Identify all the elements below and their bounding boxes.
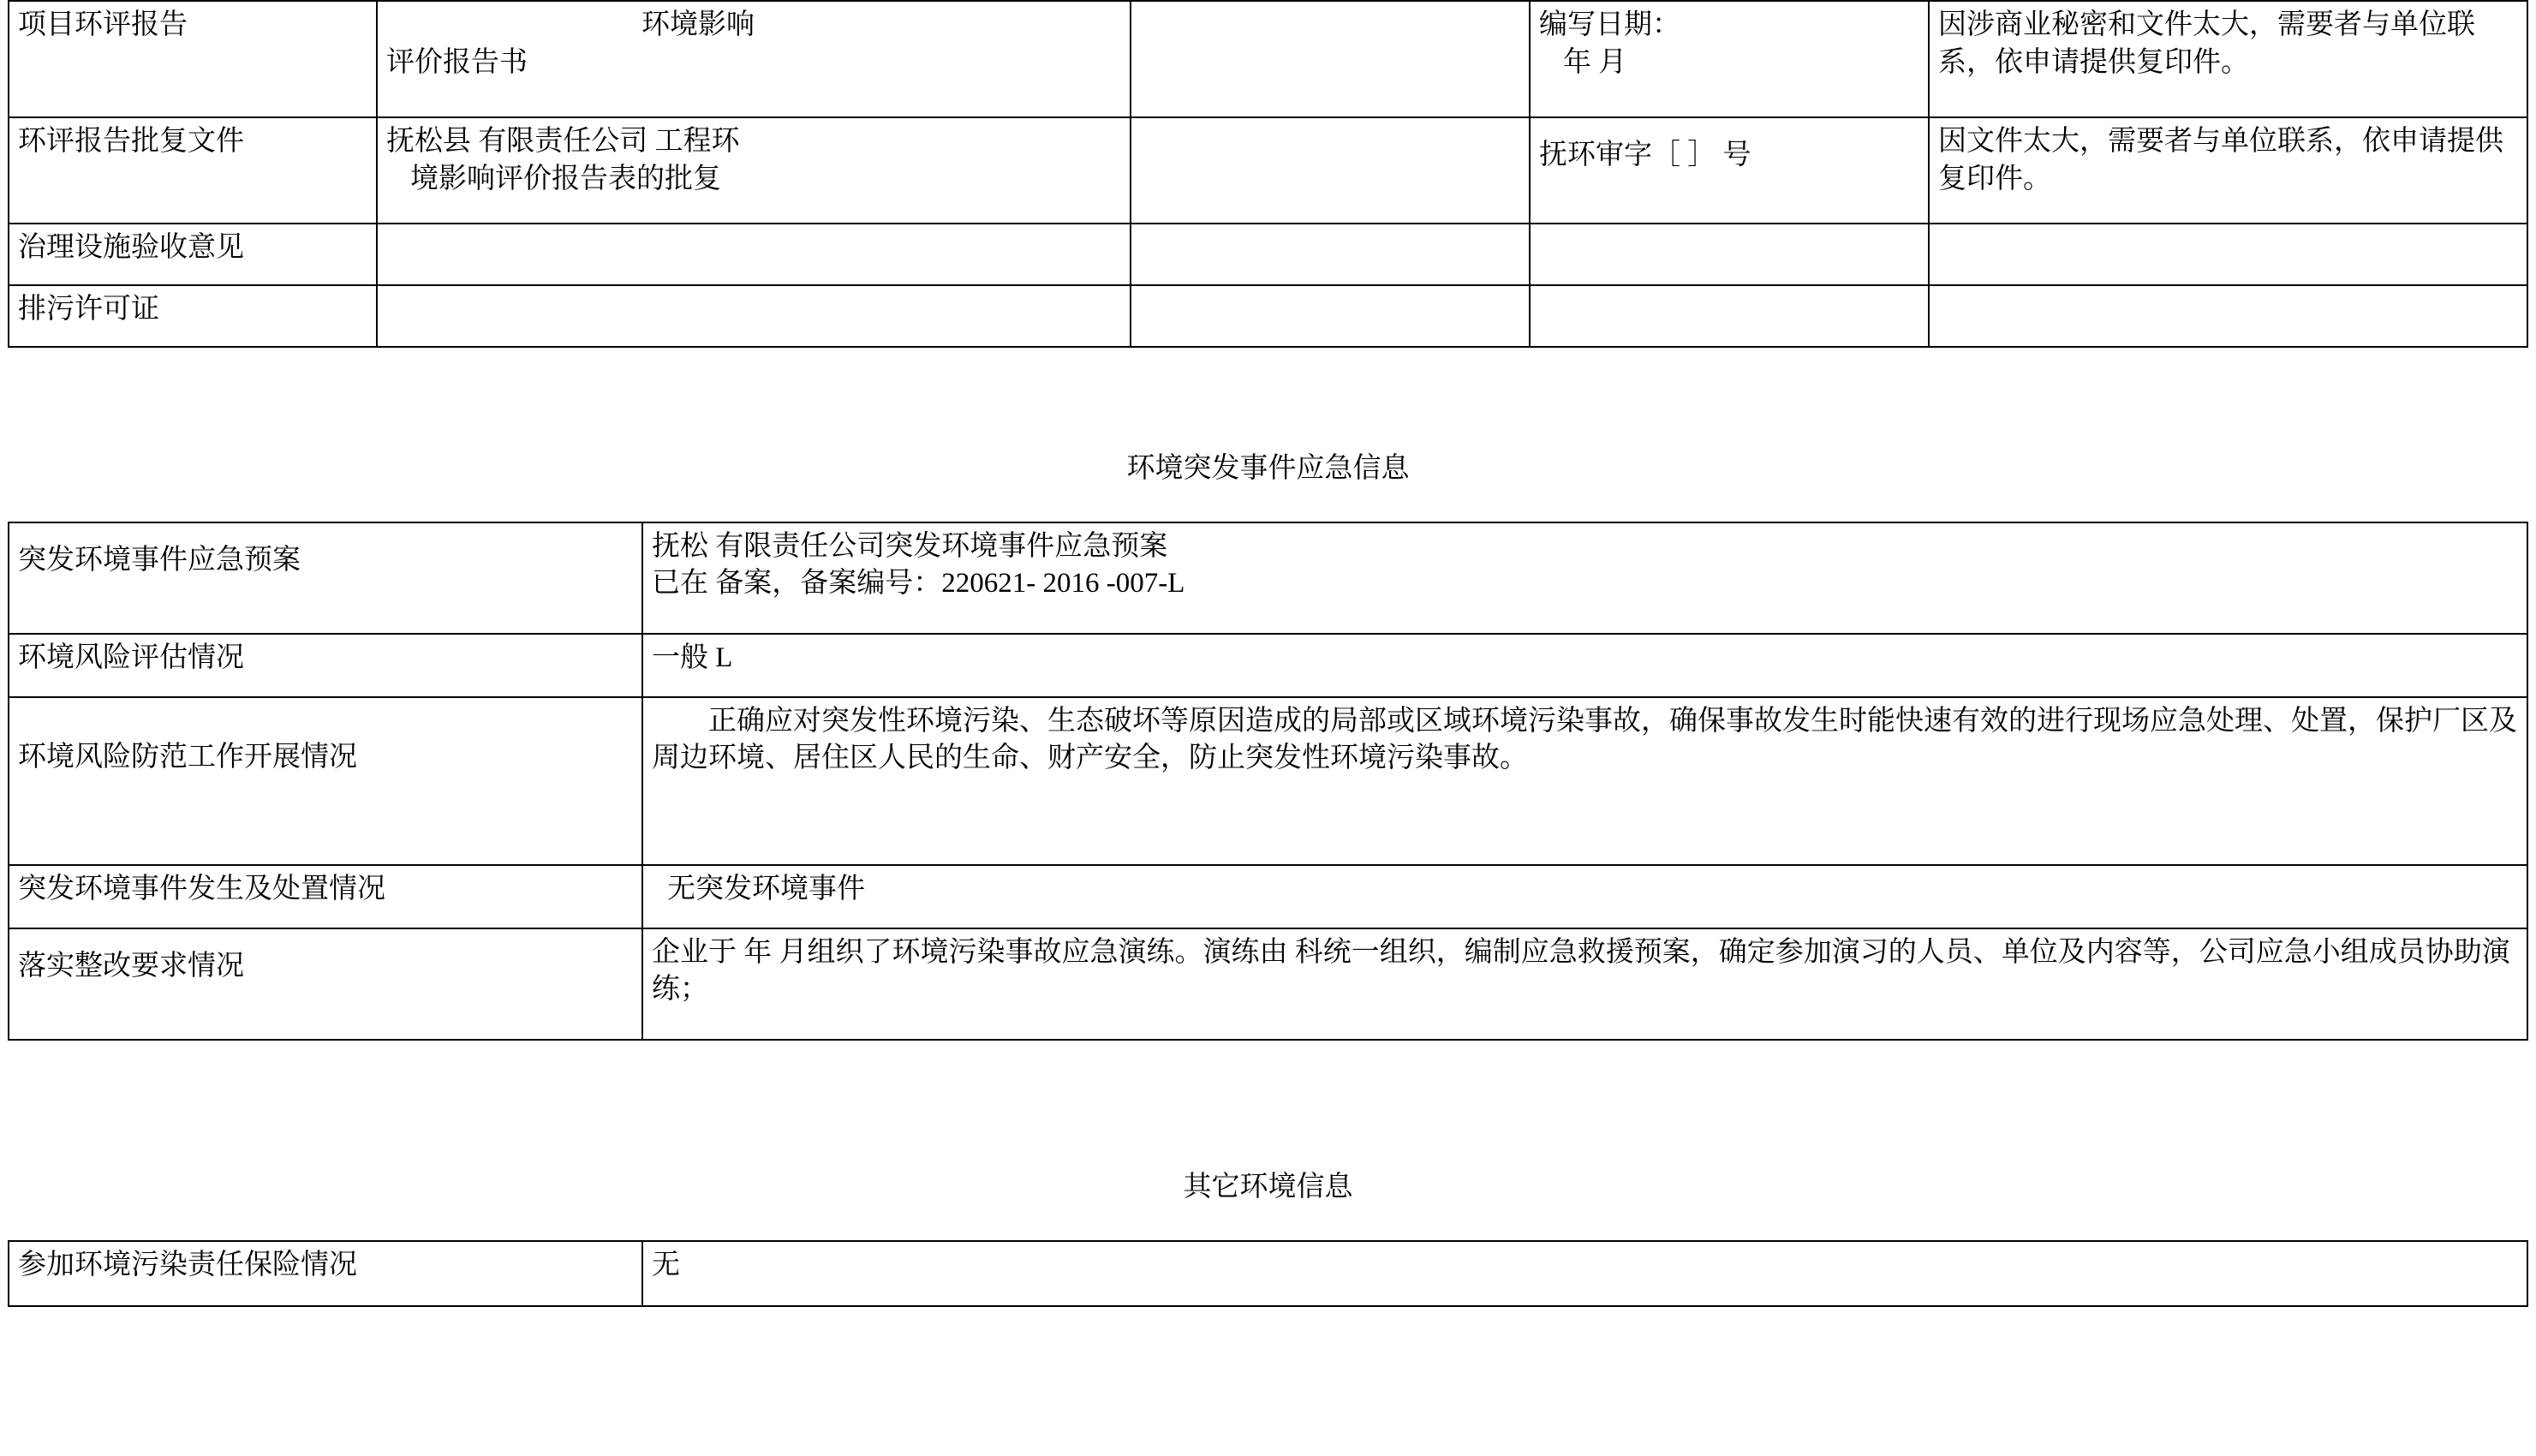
table-row: [9, 928, 2527, 1040]
other-info-table: [8, 1240, 2528, 1307]
row-col3-facility-acceptance: [1131, 224, 1530, 285]
row-col4-project-eia-report: [1530, 1, 1929, 117]
row-note-project-eia-report: 因涉商业秘密和文件太大，需要者与单位联系，依申请提供复印件。: [1929, 1, 2527, 117]
spacer-1: [0, 348, 2536, 451]
table-row: [9, 1241, 2527, 1306]
approval-doc-line1: 抚松县 有限责任公司 工程环: [386, 126, 740, 157]
table-row: [9, 1, 2527, 117]
section-title-other: 其它环境信息: [1183, 1171, 1353, 1202]
row-content-emergency-plan: [642, 522, 2527, 634]
spacer-2: [0, 487, 2536, 522]
row-content-eia-approval-doc: [377, 117, 1131, 224]
row-content-discharge-permit: [377, 285, 1131, 347]
row-content-pollution-insurance: 无: [642, 1241, 2527, 1306]
compile-date-label: 编写日期：: [1539, 9, 1680, 40]
table-row: [9, 522, 2527, 634]
row-col4-discharge-permit: [1530, 285, 1929, 347]
section-title-emergency: 环境突发事件应急信息: [1126, 453, 1410, 484]
eia-report-line2: 评价报告书: [386, 46, 528, 78]
row-label-eia-approval-doc: 环评报告批复文件: [9, 117, 377, 224]
emergency-info-table: [8, 522, 2528, 1041]
row-content-risk-assessment: 一般 L: [642, 634, 2527, 697]
row-label-pollution-insurance: 参加环境污染责任保险情况: [9, 1241, 642, 1306]
eia-report-line1: 环境影响: [641, 9, 755, 40]
compile-date-value: 年 月: [1563, 46, 1627, 78]
table-row: [9, 285, 2527, 347]
row-note-eia-approval-doc: 因文件太大，需要者与单位联系，依申请提供复印件。: [1929, 117, 2527, 224]
row-col4-eia-approval-doc: 抚环审字［ ］ 号: [1530, 117, 1929, 224]
row-note-discharge-permit: [1929, 285, 2527, 347]
environmental-assessment-table: [8, 0, 2528, 348]
row-content-facility-acceptance: [377, 224, 1131, 285]
row-label-risk-assessment: 环境风险评估情况: [9, 634, 642, 697]
row-col3-project-eia-report: [1131, 1, 1530, 117]
row-label-incident-handling: 突发环境事件发生及处置情况: [9, 865, 642, 928]
row-label-discharge-permit: 排污许可证: [9, 285, 377, 347]
row-label-emergency-plan: 突发环境事件应急预案: [9, 522, 642, 634]
spacer-4: [0, 1206, 2536, 1240]
row-content-incident-handling: 无突发环境事件: [642, 865, 2527, 928]
row-col4-facility-acceptance: [1530, 224, 1929, 285]
row-note-facility-acceptance: [1929, 224, 2527, 285]
emergency-plan-line1: 抚松 有限责任公司突发环境事件应急预案: [652, 530, 1168, 562]
row-col3-discharge-permit: [1131, 285, 1530, 347]
table-row: [9, 697, 2527, 865]
spacer-3: [0, 1041, 2536, 1169]
row-content-project-eia-report: [377, 1, 1131, 117]
row-content-risk-prevention: 正确应对突发性环境污染、生态破坏等原因造成的局部或区域环境污染事故，确保事故发生时能快速有效的进行现场应急处理、处置，保护厂区及周边环境、居住区人民的生命、财产安全，防止突发性环境污染事故。: [642, 697, 2527, 865]
table-row: [9, 117, 2527, 224]
approval-doc-line2: 境影响评价报告表的批复: [410, 163, 721, 194]
row-label-rectification: 落实整改要求情况: [9, 928, 642, 1040]
row-label-risk-prevention: 环境风险防范工作开展情况: [9, 697, 642, 865]
row-label-project-eia-report: 项目环评报告: [9, 1, 377, 117]
table-row: [9, 634, 2527, 697]
table-row: [9, 865, 2527, 928]
emergency-plan-line2: 已在 备案，备案编号：220621- 2016 -007-L: [652, 568, 1185, 600]
row-col3-eia-approval-doc: [1131, 117, 1530, 224]
row-label-facility-acceptance: 治理设施验收意见: [9, 224, 377, 285]
row-content-rectification: 企业于 年 月组织了环境污染事故应急演练。演练由 科统一组织，编制应急救援预案，确定参加演习的人员、单位及内容等，公司应急小组成员协助演练；: [642, 928, 2527, 1040]
table-row: [9, 224, 2527, 285]
